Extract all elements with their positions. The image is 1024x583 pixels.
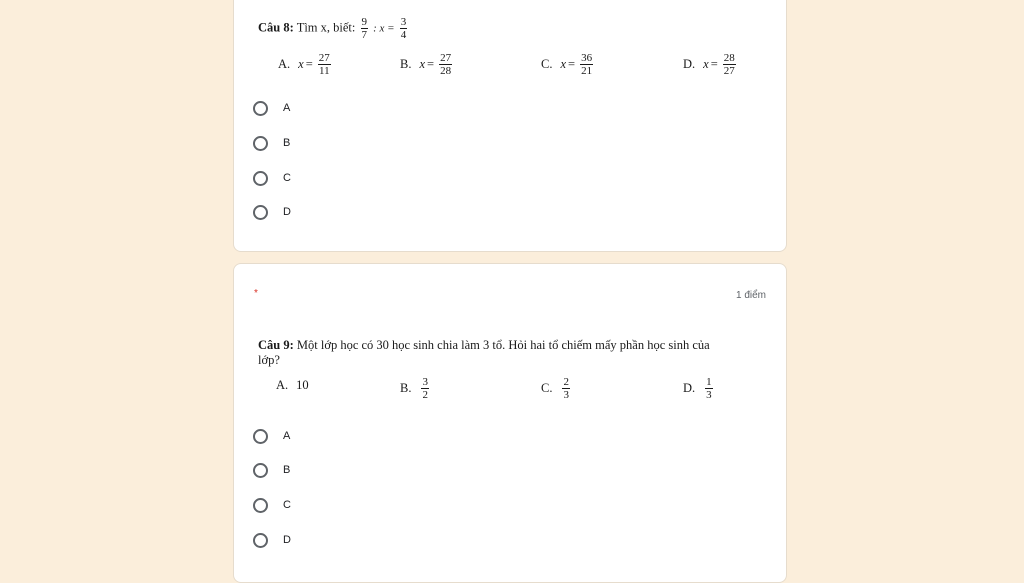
q8-option-c: C. x = $\frac{36}{21}$ bbox=[541, 52, 593, 77]
q9-choice-c[interactable]: C bbox=[253, 495, 291, 515]
points-label: 1 điểm bbox=[735, 290, 766, 301]
q9-option-c: C. $\frac{2}{3}$ bbox=[541, 376, 569, 401]
question-8-label: Câu 8: bbox=[258, 20, 294, 35]
q9-option-a: A. 10 bbox=[276, 378, 309, 392]
question-8-stem bbox=[258, 16, 409, 41]
q8-eq-fraction-1: $\frac{9}{7}$ bbox=[361, 16, 367, 41]
question-9-card bbox=[233, 263, 787, 583]
radio-button[interactable] bbox=[253, 101, 268, 116]
question-9-label: Câu 9: bbox=[258, 338, 294, 352]
q8-choice-c[interactable]: C bbox=[253, 168, 291, 188]
radio-button[interactable] bbox=[253, 498, 268, 513]
radio-button[interactable] bbox=[253, 463, 268, 478]
radio-button[interactable] bbox=[253, 171, 268, 186]
radio-button[interactable] bbox=[253, 533, 268, 548]
q8-option-d: D. x = $\frac{28}{27}$ bbox=[683, 52, 735, 77]
q8-option-a: A. x = $\frac{27}{11}$ bbox=[278, 52, 330, 77]
q9-option-b: B. $\frac{3}{2}$ bbox=[400, 376, 428, 401]
q8-eq-operator: : x = bbox=[373, 22, 395, 35]
q9-choice-d[interactable]: D bbox=[253, 530, 291, 550]
question-9-text-line2: lớp? bbox=[258, 353, 280, 367]
q8-option-b: B. x = $\frac{27}{28}$ bbox=[400, 52, 452, 77]
q8-choice-a[interactable]: A bbox=[253, 98, 290, 118]
q8-eq-fraction-2: $\frac{3}{4}$ bbox=[400, 16, 407, 41]
q9-choice-a[interactable]: A bbox=[253, 426, 290, 446]
question-8-text: Tìm x, biết: bbox=[296, 20, 356, 35]
q9-choice-b[interactable]: B bbox=[253, 460, 290, 480]
q9-option-d: D. $\frac{1}{3}$ bbox=[683, 376, 712, 401]
question-9-stem bbox=[258, 338, 768, 368]
q8-choice-d[interactable]: D bbox=[253, 202, 291, 222]
q8-choice-b[interactable]: B bbox=[253, 133, 290, 153]
radio-button[interactable] bbox=[253, 136, 268, 151]
question-9-text: Một lớp học có 30 học sinh chia làm 3 tổ. Hỏi hai tổ chiếm mấy phần học sinh của bbox=[296, 338, 710, 352]
required-asterisk: * bbox=[254, 288, 258, 299]
radio-button[interactable] bbox=[253, 429, 268, 444]
radio-button[interactable] bbox=[253, 205, 268, 220]
